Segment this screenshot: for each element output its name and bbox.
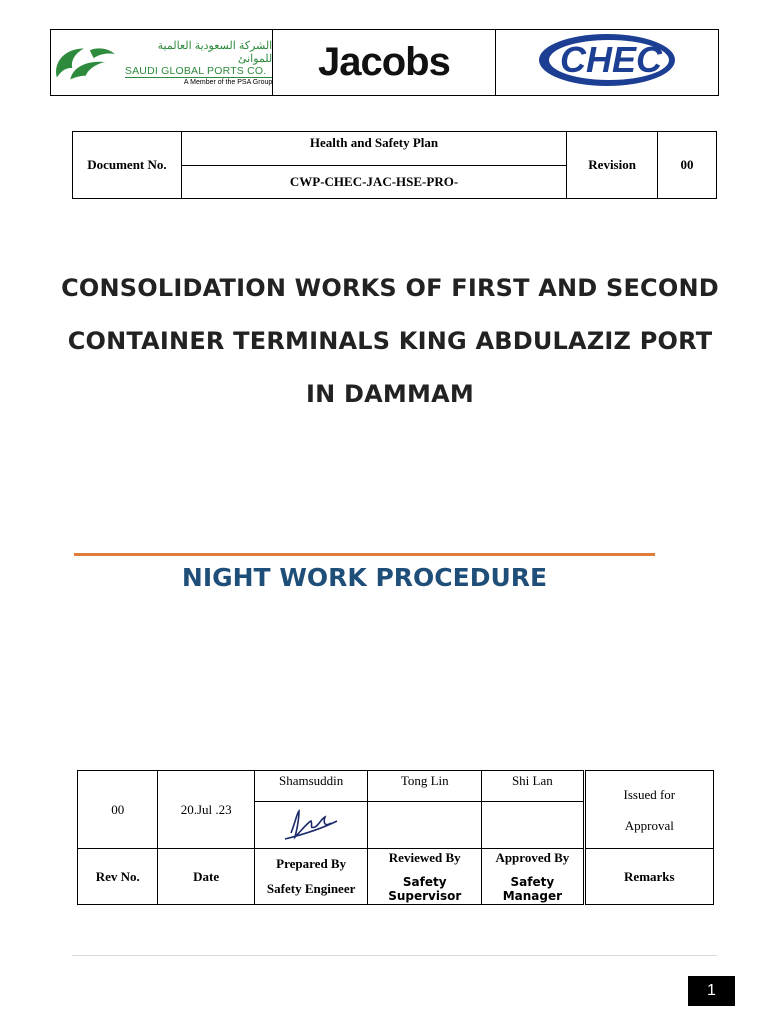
reviewed-by-name: Tong Lin [368,771,482,802]
sgp-tagline: A Member of the PSA Group [183,79,273,86]
prepared-by-role: Safety Engineer [266,881,356,896]
revision-label: Revision [567,132,658,199]
project-title-line: CONSOLIDATION WORKS OF FIRST AND SECOND [61,274,719,302]
document-code: CWP-CHEC-JAC-HSE-PRO- [181,166,566,199]
prepared-by-label: Prepared By [276,856,347,871]
logo-header [50,29,719,96]
chec-logo-icon [537,32,677,88]
revision-value: 00 [658,132,717,199]
footer-rule [72,955,717,956]
chec-logo-cell [495,30,718,96]
document-info-table [72,131,717,199]
jacobs-logo: Jacobs [317,40,450,84]
signature-icon [281,803,341,843]
date-value: 20.Jul .23 [158,771,254,849]
sgp-english-name: SAUDI GLOBAL PORTS CO. [125,65,272,78]
approved-by-label: Approved By [495,850,570,865]
divider-line [74,553,655,556]
project-title-line: IN DAMMAM [306,380,474,408]
approved-by-role: Safety Manager [502,875,563,903]
date-label: Date [158,849,254,905]
project-title-line: CONTAINER TERMINALS KING ABDULAZIZ PORT [67,327,713,355]
reviewed-signature-cell [368,802,482,849]
approved-by-cell [482,849,585,905]
plan-title: Health and Safety Plan [181,132,566,166]
reviewed-by-cell [368,849,482,905]
approved-by-name: Shi Lan [482,771,585,802]
remarks-line: Issued for [623,786,676,802]
prepared-by-name: Shamsuddin [254,771,368,802]
rev-no-value: 00 [78,771,158,849]
sgp-logo-cell [51,30,273,96]
reviewed-by-role: Safety Supervisor [388,875,462,903]
sgp-arabic-name: الشركة السعودية العالمية للموانئ [157,40,273,65]
remarks-line: Approval [624,817,674,833]
revision-approval-table [77,770,714,905]
project-title [60,262,720,421]
reviewed-by-label: Reviewed By [388,850,461,865]
prepared-signature-cell [254,802,368,849]
prepared-by-cell [254,849,368,905]
chec-logo-text: CHEC [559,39,662,80]
approved-signature-cell [482,802,585,849]
document-no-label: Document No. [73,132,182,199]
procedure-title: NIGHT WORK PROCEDURE [181,563,548,592]
remarks-value [584,771,713,849]
jacobs-logo-cell [273,30,495,96]
page-number: 1 [688,976,735,1006]
sgp-wave-logo-icon [51,38,119,88]
rev-no-label: Rev No. [78,849,158,905]
remarks-label: Remarks [584,849,713,905]
